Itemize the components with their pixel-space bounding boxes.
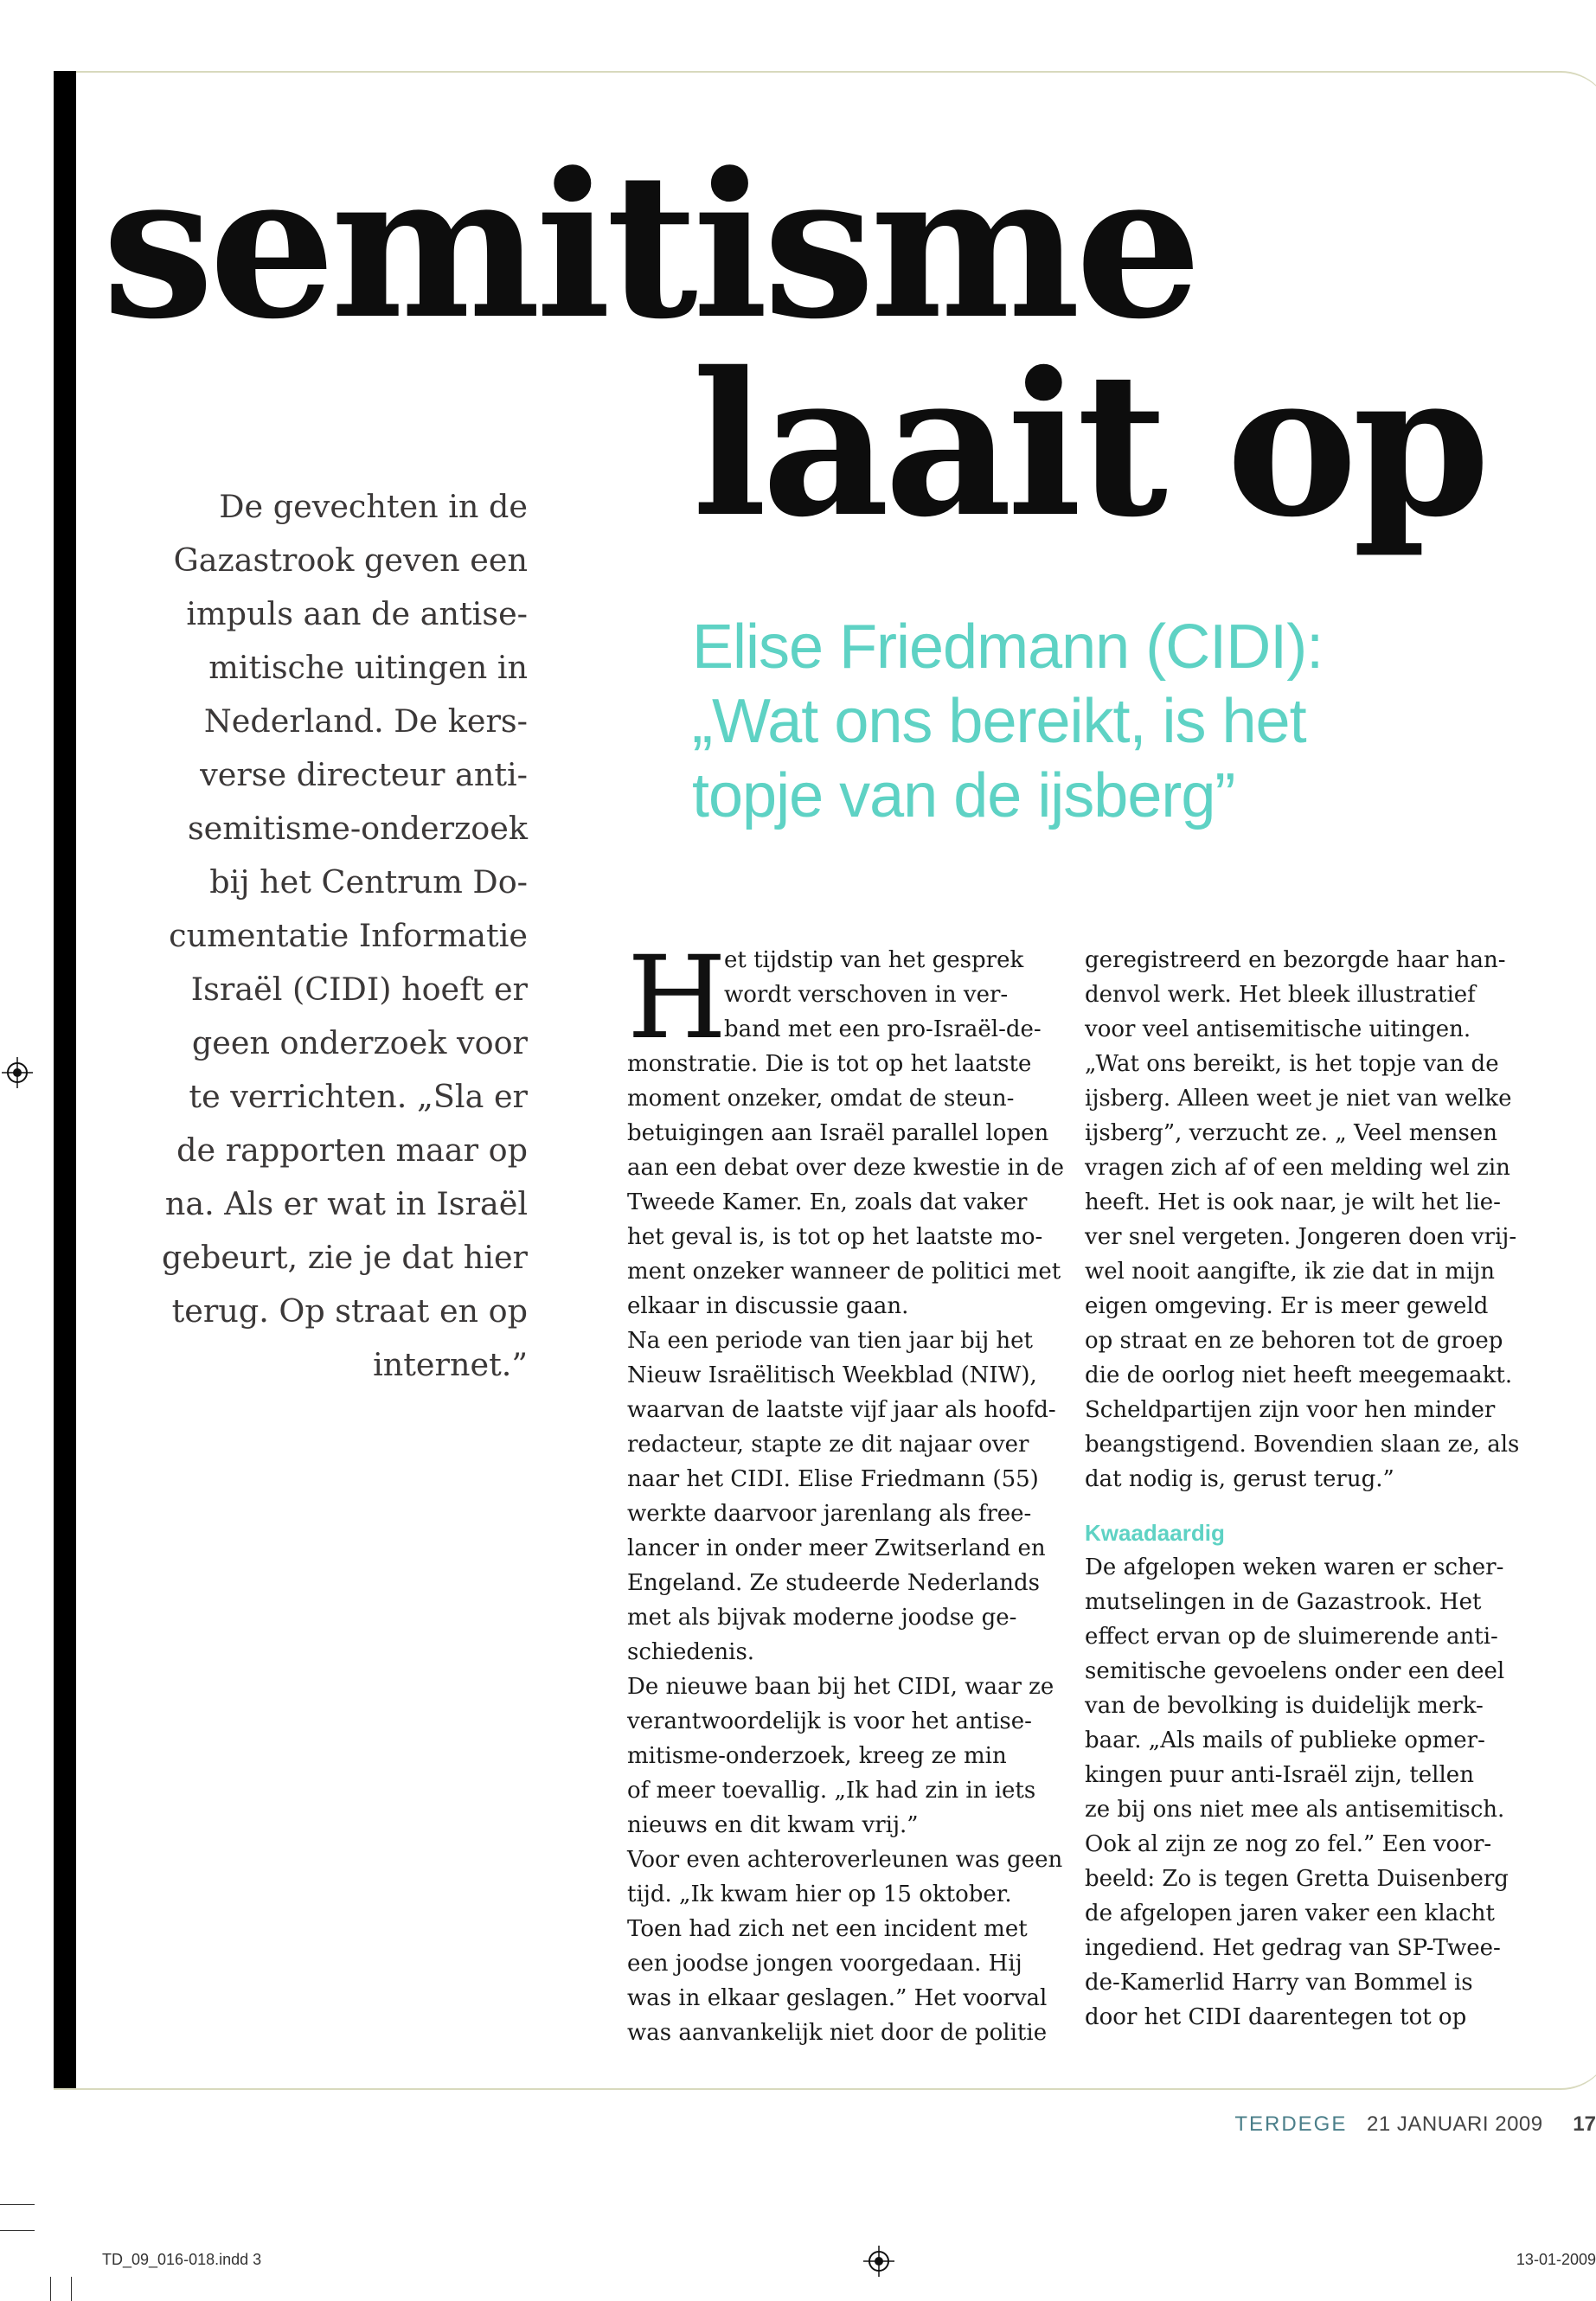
body-line: eigen omgeving. Er is meer geweld: [1085, 1293, 1489, 1319]
intro-line: verse directeur anti-: [200, 756, 528, 793]
body-line: wordt verschoven in ver-: [724, 982, 1009, 1008]
body-line: een joodse jongen voorgedaan. Hij: [627, 1951, 1022, 1977]
body-line: denvol werk. Het bleek illustratief: [1085, 982, 1476, 1008]
body-line: Nieuw Israëlitisch Weekblad (NIW),: [627, 1362, 1037, 1388]
body-line: het geval is, is tot op het laatste mo-: [627, 1224, 1043, 1250]
body-line: elkaar in discussie gaan.: [627, 1293, 909, 1319]
drop-cap: H: [627, 932, 727, 1065]
body-line: die de oorlog niet heeft meegemaakt.: [1085, 1362, 1513, 1388]
crop-mark: [71, 2277, 72, 2301]
slug-date: 13-01-2009: [1516, 2251, 1596, 2268]
registration-mark-icon: [863, 2246, 894, 2277]
body-line: effect ervan op de sluimerende anti-: [1085, 1624, 1498, 1650]
registration-mark-icon: [2, 1057, 33, 1088]
body-line: was in elkaar geslagen.” Het voorval: [627, 1985, 1048, 2011]
body-line: geregistreerd en bezorgde haar han-: [1085, 947, 1506, 973]
body-line: was aanvankelijk niet door de politie: [627, 2020, 1048, 2046]
body-line: tijd. „Ik kwam hier op 15 oktober.: [627, 1881, 1012, 1907]
body-line: voor veel antisemitische uitingen.: [1085, 1016, 1471, 1042]
section-heading: Kwaadaardig: [1085, 1520, 1225, 1546]
intro-line: geen onderzoek voor: [191, 1024, 528, 1061]
headline-line-2: laait op: [692, 329, 1485, 561]
body-line: mitisme-onderzoek, kreeg ze min: [627, 1743, 1007, 1769]
body-line: dat nodig is, gerust terug.”: [1085, 1466, 1394, 1492]
body-line: van de bevolking is duidelijk merk-: [1085, 1693, 1484, 1719]
body-line: Ook al zijn ze nog zo fel.” Een voor-: [1085, 1831, 1492, 1857]
intro-line: mitische uitingen in: [208, 649, 528, 686]
crop-mark: [50, 2277, 51, 2301]
body-line: „Wat ons bereikt, is het topje van de: [1085, 1051, 1499, 1077]
body-line: beangstigend. Bovendien slaan ze, als: [1085, 1432, 1520, 1458]
body-line: mutselingen in de Gazastrook. Het: [1085, 1589, 1482, 1615]
body-line: vragen zich af of een melding wel zin: [1085, 1155, 1510, 1181]
intro-paragraph: [130, 480, 528, 1392]
crop-mark: [0, 2204, 35, 2205]
subhead-line: topje van de ijsberg”: [692, 761, 1235, 830]
body-line: betuigingen aan Israël parallel lopen: [627, 1120, 1049, 1146]
footer-page-number: 17: [1573, 2112, 1596, 2136]
body-line: ingediend. Het gedrag van SP-Twee-: [1085, 1935, 1501, 1961]
intro-line: te verrichten. „Sla er: [189, 1078, 528, 1115]
body-line: of meer toevallig. „Ik had zin in iets: [627, 1778, 1036, 1804]
body-line: ze bij ons niet mee als antisemitisch.: [1085, 1797, 1505, 1823]
body-line: ment onzeker wanneer de politici met: [627, 1259, 1061, 1285]
body-line: nieuws en dit kwam vrij.”: [627, 1812, 919, 1838]
footer-magazine-name: TERDEGE: [1234, 2112, 1348, 2136]
intro-line: gebeurt, zie je dat hier: [161, 1239, 528, 1276]
intro-line: Gazastrook geven een: [173, 542, 528, 579]
body-column-2: [1085, 943, 1526, 2035]
intro-line: De gevechten in de: [219, 488, 528, 525]
body-line: semitische gevoelens onder een deel: [1085, 1658, 1505, 1684]
body-line: de-Kamerlid Harry van Bommel is: [1085, 1970, 1473, 1996]
slug-filename: TD_09_016-018.indd 3: [102, 2251, 262, 2268]
body-line: ijsberg”, verzucht ze. „ Veel mensen: [1085, 1120, 1497, 1146]
body-line: moment onzeker, omdat de steun-: [627, 1086, 1015, 1112]
headline-line-1: semitisme: [102, 130, 1197, 363]
subhead-line: „Wat ons bereikt, is het: [692, 687, 1306, 756]
footer-issue-date: 21 JANUARI 2009: [1367, 2112, 1543, 2136]
body-line: op straat en ze behoren tot de groep: [1085, 1328, 1503, 1354]
body-line: heeft. Het is ook naar, je wilt het lie-: [1085, 1189, 1501, 1215]
body-column-1: [627, 932, 1064, 2050]
body-line: verantwoordelijk is voor het antise-: [627, 1708, 1032, 1734]
body-line: band met een pro-Israël-de-: [724, 1016, 1042, 1042]
body-line: naar het CIDI. Elise Friedmann (55): [627, 1466, 1039, 1492]
intro-line: internet.”: [373, 1346, 528, 1383]
intro-line: bij het Centrum Do-: [209, 863, 528, 901]
body-line: Engeland. Ze studeerde Nederlands: [627, 1570, 1041, 1596]
body-line: De nieuwe baan bij het CIDI, waar ze: [627, 1674, 1054, 1700]
body-line: wel nooit aangifte, ik zie dat in mijn: [1085, 1259, 1495, 1285]
page-footer: [1234, 2112, 1596, 2147]
body-line: De afgelopen weken waren er scher-: [1085, 1554, 1504, 1580]
body-line: de afgelopen jaren vaker een klacht: [1085, 1900, 1495, 1926]
crop-mark: [0, 2230, 35, 2231]
body-line: Scheldpartijen zijn voor hen minder: [1085, 1397, 1496, 1423]
body-line: werkte daarvoor jarenlang als free-: [627, 1501, 1032, 1527]
body-line: schiedenis.: [627, 1639, 755, 1665]
intro-line: cumentatie Informatie: [169, 917, 528, 954]
intro-line: semitisme-onderzoek: [187, 810, 528, 847]
left-black-bar: [54, 71, 76, 2088]
intro-line: impuls aan de antise-: [186, 595, 528, 632]
body-line: monstratie. Die is tot op het laatste: [627, 1051, 1032, 1077]
body-line: et tijdstip van het gesprek: [724, 947, 1024, 973]
intro-line: de rapporten maar op: [176, 1131, 528, 1169]
intro-line: Israël (CIDI) hoeft er: [190, 971, 528, 1008]
body-line: ijsberg. Alleen weet je niet van welke: [1085, 1086, 1512, 1112]
body-line: Tweede Kamer. En, zoals dat vaker: [627, 1189, 1028, 1215]
body-line: lancer in onder meer Zwitserland en: [627, 1535, 1046, 1561]
intro-line: terug. Op straat en op: [171, 1292, 528, 1330]
body-line: ver snel vergeten. Jongeren doen vrij-: [1085, 1224, 1517, 1250]
intro-line: Nederland. De kers-: [203, 702, 528, 740]
body-line: door het CIDI daarentegen tot op: [1085, 2004, 1467, 2030]
intro-line: na. Als er wat in Israël: [164, 1185, 528, 1222]
body-line: waarvan de laatste vijf jaar als hoofd-: [627, 1397, 1056, 1423]
body-line: Voor even achteroverleunen was geen: [627, 1847, 1063, 1873]
body-line: Toen had zich net een incident met: [627, 1916, 1028, 1942]
body-line: redacteur, stapte ze dit najaar over: [627, 1432, 1029, 1458]
subhead-quote: [692, 610, 1323, 833]
body-line: kingen puur anti-Israël zijn, tellen: [1085, 1762, 1474, 1788]
body-line: met als bijvak moderne joodse ge-: [627, 1605, 1017, 1631]
subhead-line: Elise Friedmann (CIDI):: [692, 612, 1324, 682]
body-line: Na een periode van tien jaar bij het: [627, 1328, 1034, 1354]
body-line: baar. „Als mails of publieke opmer-: [1085, 1727, 1485, 1753]
body-line: aan een debat over deze kwestie in de: [627, 1155, 1064, 1181]
body-line: beeld: Zo is tegen Gretta Duisenberg: [1085, 1866, 1509, 1892]
